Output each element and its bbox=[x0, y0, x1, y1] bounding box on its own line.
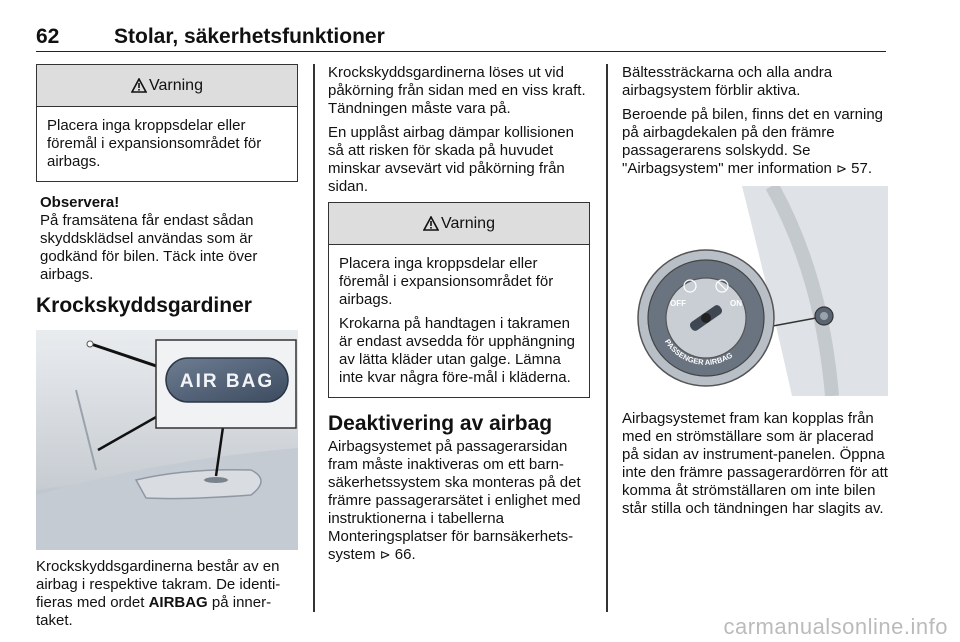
switch-on-label: ON bbox=[730, 299, 742, 308]
warning-text: Placera inga kroppsdelar eller föremål i expansionsområdet för airbags. bbox=[47, 117, 262, 170]
warning-triangle-icon bbox=[131, 78, 147, 93]
column-3 bbox=[622, 64, 888, 524]
paragraph: En upplåst airbag dämpar kollisionen så att risken för skada på huvudet minskar avsevärt vid påkörning från sidan. bbox=[328, 124, 574, 195]
column-1 bbox=[36, 64, 298, 636]
paragraph: Bältessträckarna och alla andra airbagsystem förblir aktiva. bbox=[622, 64, 833, 99]
switch-ring-label: PASSENGER AIRBAG bbox=[662, 337, 735, 367]
warning-text: Krokarna på handtagen i takramen är endast avsedda för upphängning av lätta kläder utan galge. Lämna inte kvar några före-mål i kläderna. bbox=[339, 315, 576, 386]
airbag-label: AIR BAG bbox=[179, 371, 275, 392]
curtain-airbag-caption: Krockskyddsgardinerna består av en airbag i respektive takram. De identi-fieras med ordet AIRBAG på inner-taket. bbox=[36, 558, 281, 629]
headliner-illustration bbox=[36, 330, 298, 550]
heading-airbag-deactivation: Deaktivering av airbag bbox=[328, 412, 553, 435]
warning-triangle-icon bbox=[423, 216, 439, 231]
warning-header bbox=[37, 65, 297, 107]
page-ref-arrow-icon: ⊳ bbox=[836, 161, 847, 176]
paragraph: Airbagsystemet fram kan kopplas från med en strömställare som är placerad på sidan av instrument-panelen. Öppna inte den främre passagerardörren för att komma åt strömställaren om inte bilen står stilla och tändningen har slagits av. bbox=[622, 410, 888, 517]
watermark-site: carmanualsonline.info bbox=[723, 614, 948, 639]
page-number: 62 bbox=[36, 25, 60, 48]
airbag-keyword: AIRBAG bbox=[148, 594, 208, 611]
paragraph: Krockskyddsgardinerna löses ut vid påkörning från sidan med en viss kraft. Tändningen måste vara på. bbox=[328, 64, 586, 117]
column-divider bbox=[606, 64, 608, 612]
airbag-switch-illustration bbox=[622, 186, 888, 396]
warning-title: Varning bbox=[441, 214, 495, 232]
warning-header bbox=[329, 203, 589, 245]
note-text: På framsätena får endast sådan skyddsklädsel användas som är godkänd för bilen. Täck inte över airbags. bbox=[40, 212, 258, 283]
section-title: Stolar, säkerhetsfunktioner bbox=[114, 25, 385, 48]
warning-title: Varning bbox=[149, 76, 203, 94]
paragraph: Airbagsystemet på passagerarsidan fram måste inaktiveras om ett barn-säkerhetssystem ska monteras på det främre passagerarsätet i enlighet med instruktionerna i tabellerna Monteringsplatser för barnsäkerhets-system ⊳ 66. bbox=[328, 438, 581, 563]
page-header bbox=[36, 22, 886, 52]
note-title: Observera! bbox=[40, 194, 120, 211]
column-2 bbox=[328, 64, 590, 570]
switch-off-label: OFF bbox=[670, 299, 686, 308]
paragraph: Beroende på bilen, finns det en varning på airbagdekalen på den främre passagerarens solskydd. Se "Airbagsystem" mer information ⊳ 57. bbox=[622, 106, 884, 177]
column-divider bbox=[313, 64, 315, 612]
warning-text: Placera inga kroppsdelar eller föremål i expansionsområdet för airbags. bbox=[339, 255, 554, 308]
curtain-airbag-illustration bbox=[36, 330, 298, 550]
page-ref-arrow-icon: ⊳ bbox=[379, 547, 391, 562]
page-reference[interactable]: 57. bbox=[851, 160, 872, 177]
passenger-airbag-switch-illustration bbox=[622, 186, 888, 396]
warning-box bbox=[36, 64, 298, 182]
warning-box bbox=[328, 202, 590, 398]
heading-curtain-airbags: Krockskyddsgardiner bbox=[36, 294, 252, 317]
page-reference[interactable]: 66. bbox=[394, 546, 416, 563]
